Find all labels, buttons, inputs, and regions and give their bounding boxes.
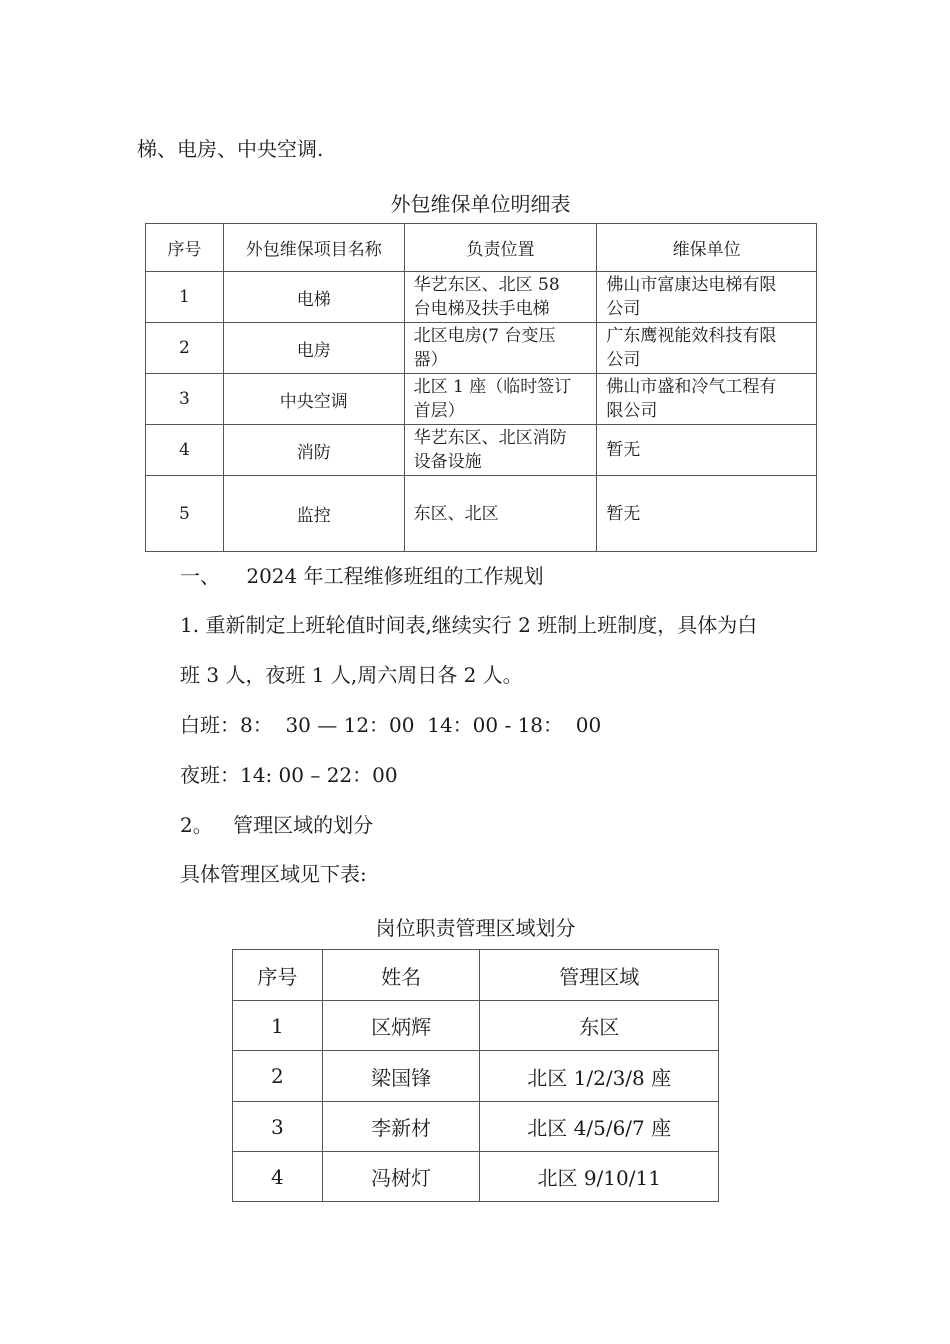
person-name: 李新材 (322, 1102, 480, 1152)
maintenance-outsourcing-table (145, 223, 817, 552)
header-cell: 序号 (146, 224, 224, 272)
unit-cell: 广东鹰视能效科技有限 公司 (597, 323, 817, 374)
row-number: 4 (233, 1152, 323, 1202)
header-cell: 姓名 (322, 950, 480, 1001)
table-header-row (233, 950, 719, 1001)
paragraph-line: 班 3 人，夜班 1 人,周六周日各 2 人。 (180, 663, 523, 687)
day-shift-line: 白班：8： 30 — 12：00 14：00 - 18： 00 (180, 713, 602, 737)
header-cell: 外包维保项目名称 (223, 224, 404, 272)
item-number: 2。 (180, 813, 213, 837)
table2-intro: 具体管理区域见下表: (180, 862, 367, 886)
paragraph-line: 1. 重新制定上班轮值时间表,继续实行 2 班制上班制度，具体为白 (180, 613, 758, 637)
table2-caption: 岗位职责管理区域划分 (375, 916, 576, 940)
person-name: 梁国锋 (322, 1051, 480, 1102)
area-cell: 东区 (480, 1001, 719, 1051)
table-row (233, 1051, 719, 1102)
unit-cell: 佛山市富康达电梯有限 公司 (597, 272, 817, 323)
row-number: 4 (146, 425, 224, 476)
item-name: 监控 (223, 476, 404, 552)
item-heading (180, 813, 373, 837)
table-row (146, 272, 817, 323)
item-name: 消防 (223, 425, 404, 476)
section-heading (180, 564, 544, 588)
row-number: 5 (146, 476, 224, 552)
header-cell: 管理区域 (480, 950, 719, 1001)
intro-line: 梯、电房、中央空调. (137, 137, 324, 161)
area-cell: 北区 1/2/3/8 座 (480, 1051, 719, 1102)
area-cell: 北区 4/5/6/7 座 (480, 1102, 719, 1152)
unit-cell: 暂无 (597, 476, 817, 552)
unit-cell: 暂无 (597, 425, 817, 476)
item-name: 中央空调 (223, 374, 404, 425)
person-name: 区炳辉 (322, 1001, 480, 1051)
section-title: 2024 年工程维修班组的工作规划 (246, 564, 544, 588)
location-cell: 北区 1 座（临时签订 首层） (404, 374, 597, 425)
row-number: 1 (146, 272, 224, 323)
item-title: 管理区域的划分 (233, 813, 374, 837)
row-number: 2 (233, 1051, 323, 1102)
table1-caption: 外包维保单位明细表 (390, 192, 571, 216)
person-name: 冯树灯 (322, 1152, 480, 1202)
table-row (233, 1102, 719, 1152)
area-cell: 北区 9/10/11 (480, 1152, 719, 1202)
location-cell: 华艺东区、北区消防 设备设施 (404, 425, 597, 476)
location-cell: 东区、北区 (404, 476, 597, 552)
row-number: 2 (146, 323, 224, 374)
header-cell: 负责位置 (404, 224, 597, 272)
table-row (146, 374, 817, 425)
area-assignment-table (232, 949, 719, 1202)
location-cell: 北区电房(7 台变压 器） (404, 323, 597, 374)
item-name: 电房 (223, 323, 404, 374)
item-name: 电梯 (223, 272, 404, 323)
header-cell: 维保单位 (597, 224, 817, 272)
table-row (146, 323, 817, 374)
section-number: 一、 (180, 564, 220, 588)
row-number: 3 (146, 374, 224, 425)
night-shift-line: 夜班：14: 00 – 22：00 (180, 763, 398, 787)
table-row (146, 425, 817, 476)
table-row (233, 1001, 719, 1051)
row-number: 1 (233, 1001, 323, 1051)
header-cell: 序号 (233, 950, 323, 1001)
unit-cell: 佛山市盛和冷气工程有 限公司 (597, 374, 817, 425)
table-row (233, 1152, 719, 1202)
table-header-row (146, 224, 817, 272)
location-cell: 华艺东区、北区 58 台电梯及扶手电梯 (404, 272, 597, 323)
table-row (146, 476, 817, 552)
row-number: 3 (233, 1102, 323, 1152)
